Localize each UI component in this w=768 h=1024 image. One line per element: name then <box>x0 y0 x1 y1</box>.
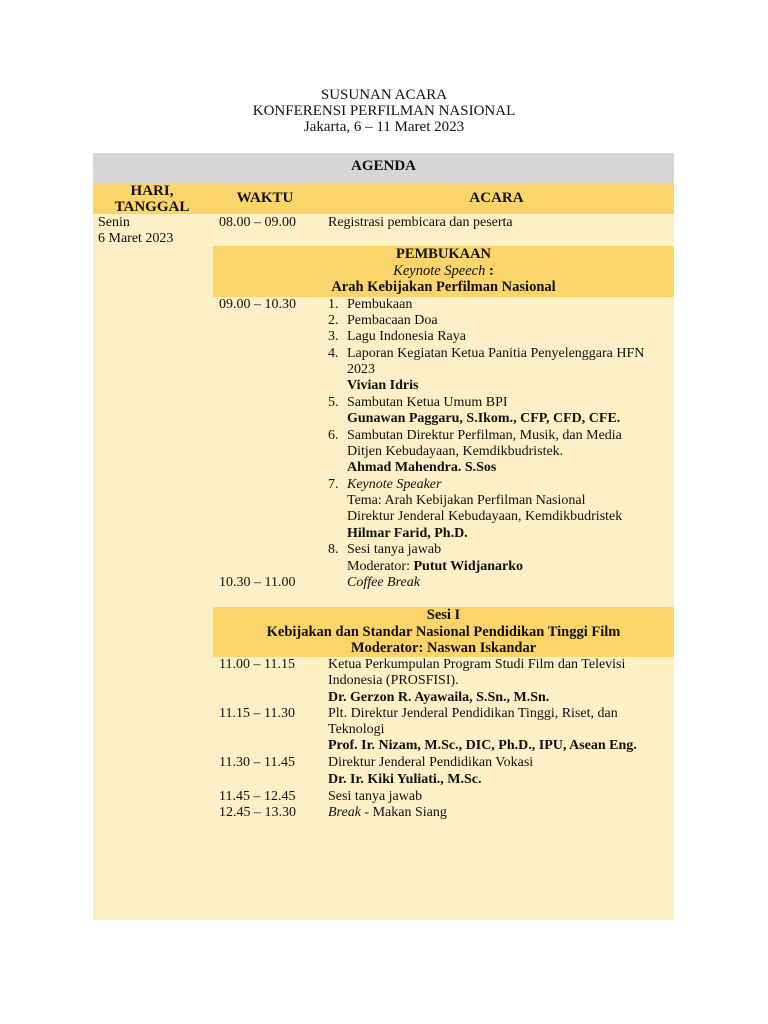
moderator-label: Moderator: <box>347 559 414 574</box>
time-cell: 08.00 – 09.00 <box>219 215 296 230</box>
list-item-continuation: Direktur Jenderal Kebudayaan, Kemdikbudristek <box>347 509 623 524</box>
speaker-name: Vivian Idris <box>347 378 419 393</box>
item-number: 8. <box>328 542 339 557</box>
agenda-title: AGENDA <box>93 153 674 183</box>
time-cell: 11.15 – 11.30 <box>219 706 295 721</box>
session-moderator: Moderator: Naswan Iskandar <box>350 640 537 656</box>
item-number: 2. <box>328 313 339 328</box>
column-header-acara: ACARA <box>319 183 674 214</box>
list-item: Pembukaan <box>347 297 413 312</box>
list-item: Keynote Speaker <box>347 477 442 492</box>
list-item: Lagu Indonesia Raya <box>347 329 466 344</box>
session-band <box>213 607 674 657</box>
activity-cell: Coffee Break <box>347 575 420 590</box>
column-header-hari <box>93 183 211 214</box>
break-text: - Makan Siang <box>360 805 447 820</box>
activity-continuation: Indonesia (PROSFISI). <box>328 673 459 688</box>
speaker-name: Ahmad Mahendra. S.Sos <box>347 460 497 475</box>
day-name: Senin <box>98 215 130 230</box>
speaker-name: Prof. Ir. Nizam, M.Sc., DIC, Ph.D., IPU, Asean Eng. <box>328 738 637 753</box>
activity-cell: Sesi tanya jawab <box>328 789 423 804</box>
list-item: Pembacaan Doa <box>347 313 438 328</box>
column-header-waktu: WAKTU <box>211 183 319 214</box>
time-cell: 11.30 – 11.45 <box>219 755 295 770</box>
item-number: 3. <box>328 329 339 344</box>
list-item: Sambutan Ketua Umum BPI <box>347 395 508 410</box>
keynote-title: Arah Kebijakan Perfilman Nasional <box>331 279 556 295</box>
session-subtitle: Kebijakan dan Standar Nasional Pendidikan Tinggi Film <box>266 623 621 640</box>
break-label: Break <box>328 805 361 820</box>
activity-cell: Registrasi pembicara dan peserta <box>328 215 513 230</box>
item-number: 7. <box>328 477 339 492</box>
opening-band <box>213 246 674 297</box>
time-cell: 11.00 – 11.15 <box>219 657 295 672</box>
list-item: Sesi tanya jawab <box>347 542 442 557</box>
time-cell: 12.45 – 13.30 <box>219 805 296 820</box>
event-place-date: Jakarta, 6 – 11 Maret 2023 <box>303 119 465 135</box>
time-cell: 10.30 – 11.00 <box>219 575 296 590</box>
activity-cell: Ketua Perkumpulan Program Studi Film dan Televisi <box>328 657 626 672</box>
list-item: Laporan Kegiatan Ketua Panitia Penyelenggara HFN <box>347 346 645 361</box>
item-number: 6. <box>328 428 339 443</box>
speaker-name: Hilmar Farid, Ph.D. <box>347 526 468 541</box>
speaker-name: Gunawan Paggaru, S.Ikom., CFP, CFD, CFE. <box>347 411 621 426</box>
list-item: Sambutan Direktur Perfilman, Musik, dan Media <box>347 428 622 443</box>
item-number: 1. <box>328 297 339 312</box>
list-item-continuation: Tema: Arah Kebijakan Perfilman Nasional <box>347 493 586 508</box>
time-cell: 09.00 – 10.30 <box>219 297 296 312</box>
document-title: SUSUNAN ACARA <box>320 87 448 103</box>
activity-continuation: Teknologi <box>328 722 385 737</box>
keynote-label: Keynote Speech <box>393 262 486 279</box>
keynote-colon: : <box>485 262 494 279</box>
moderator-line <box>347 559 523 575</box>
event-name: KONFERENSI PERFILMAN NASIONAL <box>252 103 516 119</box>
item-number: 5. <box>328 395 339 410</box>
time-cell: 11.45 – 12.45 <box>219 789 296 804</box>
column-header-hari-line2: TANGGAL <box>114 199 190 215</box>
column-header-hari-line1: HARI, <box>130 183 174 199</box>
opening-title: PEMBUKAAN <box>395 246 492 262</box>
list-item-continuation: Ditjen Kebudayaan, Kemdikbudristek. <box>347 444 564 459</box>
moderator-name: Putut Widjanarko <box>413 559 524 574</box>
session-title: Sesi I <box>426 607 461 623</box>
speaker-name: Dr. Ir. Kiki Yuliati., M.Sc. <box>328 772 482 787</box>
activity-cell <box>328 805 447 821</box>
activity-cell: Plt. Direktur Jenderal Pendidikan Tinggi, Riset, dan <box>328 706 618 721</box>
keynote-label-line <box>213 263 674 280</box>
list-item-continuation: 2023 <box>347 362 375 377</box>
item-number: 4. <box>328 346 339 361</box>
speaker-name: Dr. Gerzon R. Ayawaila, S.Sn., M.Sn. <box>328 690 550 705</box>
day-date: 6 Maret 2023 <box>98 231 174 246</box>
activity-cell: Direktur Jenderal Pendidikan Vokasi <box>328 755 534 770</box>
